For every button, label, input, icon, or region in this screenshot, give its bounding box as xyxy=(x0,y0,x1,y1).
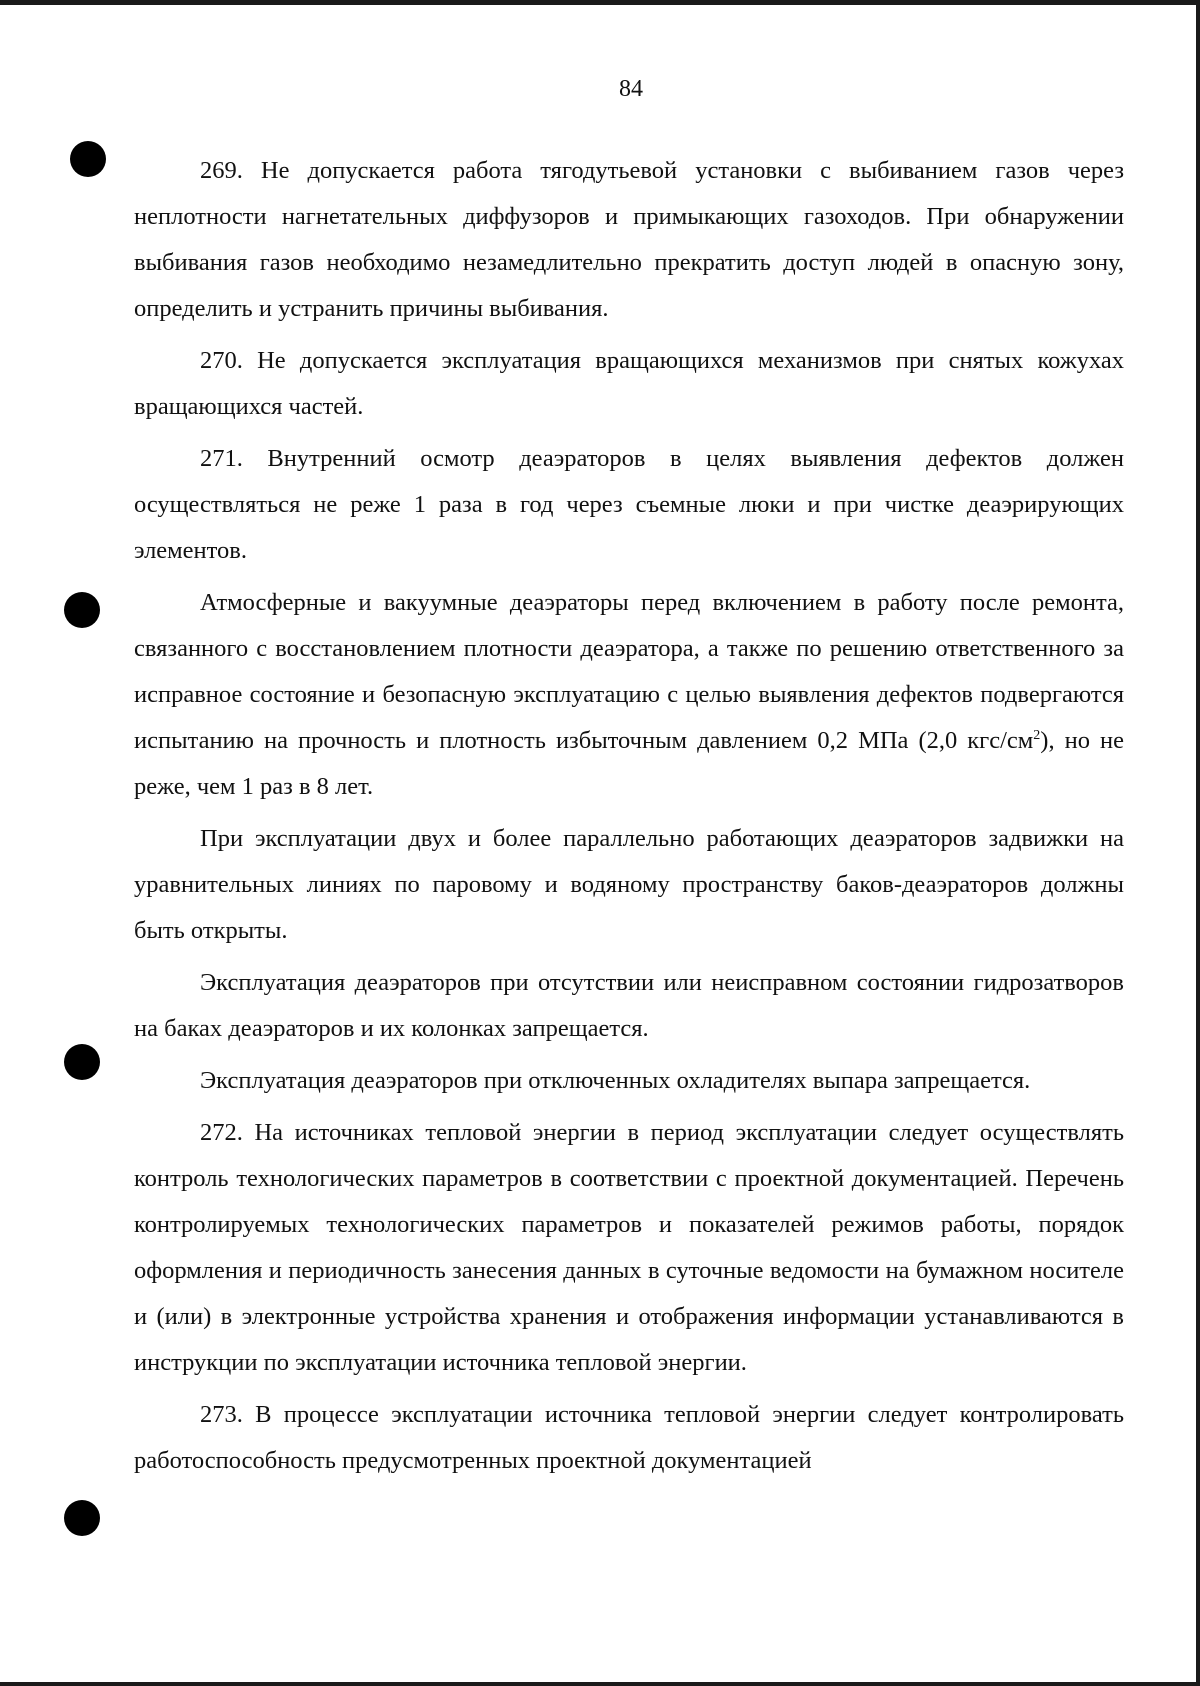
superscript-2: 2 xyxy=(1033,727,1041,743)
paragraph-parallel-deaerators: При эксплуатации двух и более параллельно работающих деаэраторов задвижки на уравнительных линиях по паровому и водяному пространству баков-деаэраторов должны быть открыты. xyxy=(134,825,1124,944)
paragraph-deaerator-testing-tail: ), но не реже, чем 1 раз в 8 лет. xyxy=(134,727,1124,800)
paragraph-271: 271. Внутренний осмотр деаэраторов в целях выявления дефектов должен осуществляться не реже 1 раза в год через съемные люки и при чистке деаэрирующих элементов. xyxy=(134,445,1124,564)
punch-hole-1 xyxy=(70,141,106,177)
paragraph-deaerator-testing xyxy=(134,580,1124,810)
paragraph-269: 269. Не допускается работа тягодутьевой установки с выбиванием газов через неплотности нагнетательных диффузоров и примыкающих газоходов. При обнаружении выбивания газов необходимо незамедлительно прекратить доступ людей в опасную зону, определить и устранить причины выбивания. xyxy=(134,157,1124,322)
page-number: 84 xyxy=(619,76,643,102)
scan-border-top xyxy=(0,0,1200,5)
scan-border-bottom xyxy=(0,1682,1200,1686)
scan-border-right xyxy=(1196,0,1200,1686)
paragraph-deaerator-testing-text: Атмосферные и вакуумные деаэраторы перед включением в работу после ремонта, связанного с восстановлением плотности деаэратора, а также по решению ответственного за исправное состояние и безопасную эксплуатацию с целью выявления дефектов подвергаются испытанию на прочность и плотность избыточным давлением 0,2 МПа (2,0 кгс/см xyxy=(134,589,1124,754)
punch-hole-2 xyxy=(64,592,100,628)
punch-hole-4 xyxy=(64,1500,100,1536)
document-body xyxy=(134,148,1124,1490)
paragraph-water-seals: Эксплуатация деаэраторов при отсутствии или неисправном состоянии гидрозатворов на баках деаэраторов и их колонках запрещается. xyxy=(134,969,1124,1042)
paragraph-273: 273. В процессе эксплуатации источника тепловой энергии следует контролировать работоспособность предусмотренных проектной документацией xyxy=(134,1401,1124,1474)
paragraph-270: 270. Не допускается эксплуатация вращающихся механизмов при снятых кожухах вращающихся частей. xyxy=(134,347,1124,420)
paragraph-vapor-coolers: Эксплуатация деаэраторов при отключенных охладителях выпара запрещается. xyxy=(200,1067,1031,1094)
paragraph-272: 272. На источниках тепловой энергии в период эксплуатации следует осуществлять контроль технологических параметров в соответствии с проектной документацией. Перечень контролируемых технологических параметров и показателей режимов работы, порядок оформления и периодичность занесения данных в суточные ведомости на бумажном носителе и (или) в электронные устройства хранения и отображения информации устанавливаются в инструкции по эксплуатации источника тепловой энергии. xyxy=(134,1119,1124,1376)
punch-hole-3 xyxy=(64,1044,100,1080)
